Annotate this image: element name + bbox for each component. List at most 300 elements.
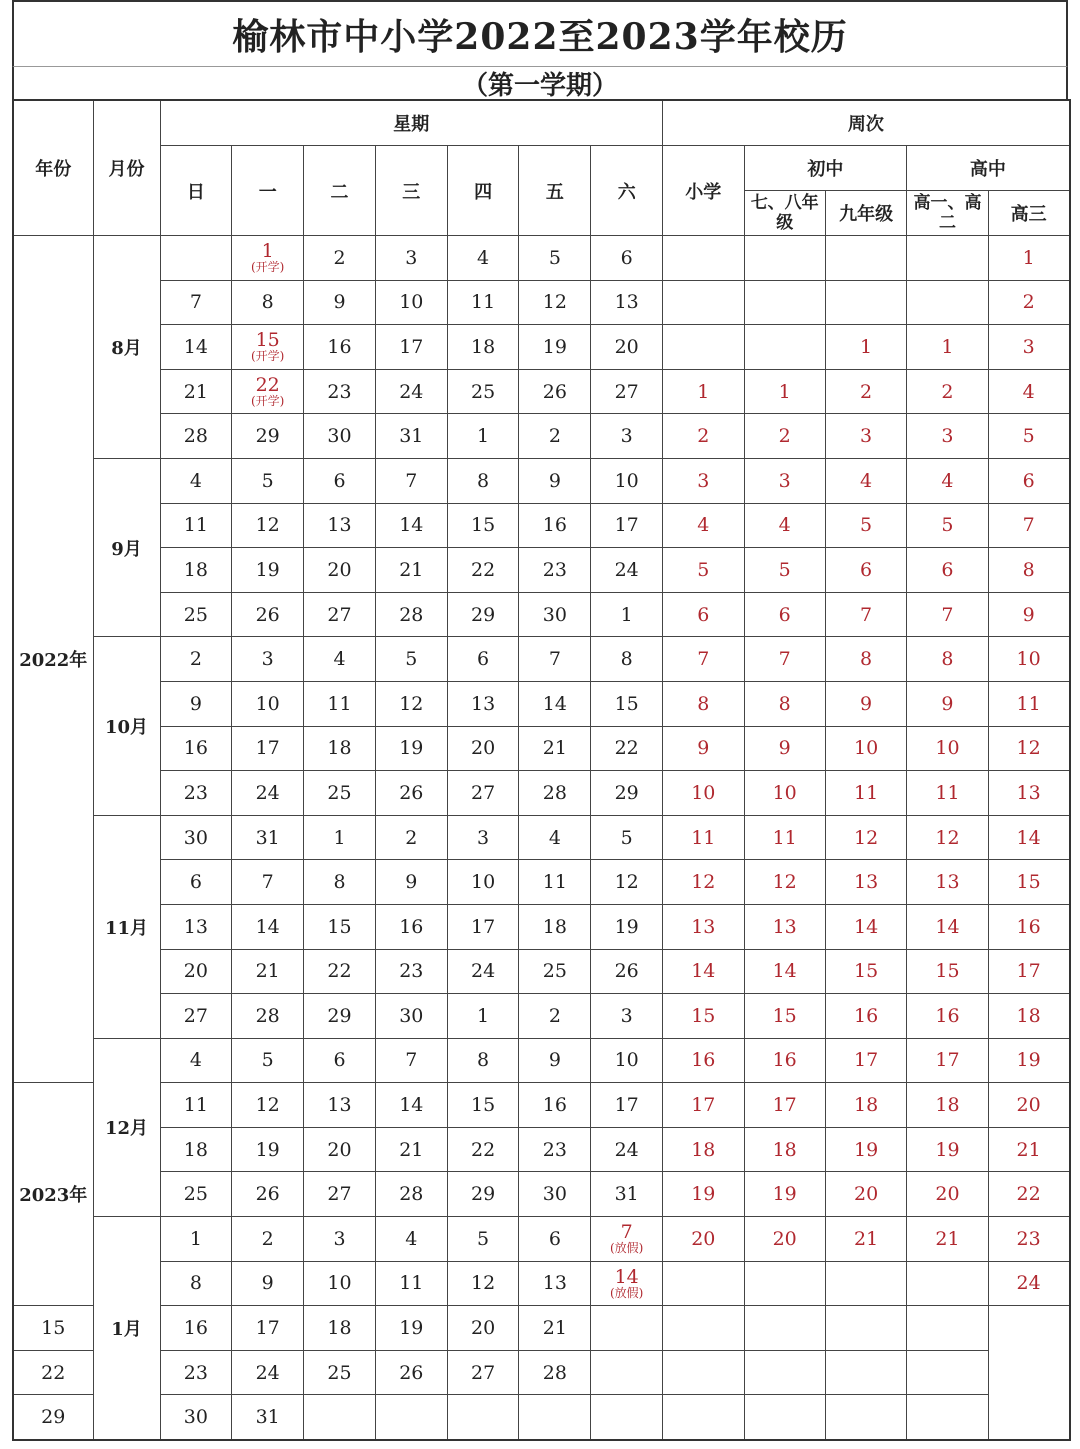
day-cell: 14 (232, 904, 304, 949)
day-cell: 13 (160, 904, 232, 949)
day-cell: 29 (591, 771, 663, 816)
day-cell: 12 (447, 1261, 519, 1306)
week-number-cell: 4 (988, 369, 1069, 414)
week-number-cell (907, 1261, 988, 1306)
week-number-cell (744, 1261, 825, 1306)
day-cell: 13 (519, 1261, 591, 1306)
day-cell: 23 (519, 548, 591, 593)
day-cell: 31 (232, 1395, 304, 1440)
day-cell: 1 (447, 994, 519, 1039)
week-number-cell: 4 (663, 503, 744, 548)
week-number-cell: 13 (825, 860, 906, 905)
day-cell: 1 (447, 414, 519, 459)
day-cell: 18 (304, 1306, 376, 1351)
day-cell: 20 (447, 1306, 519, 1351)
day-cell: 22 (591, 726, 663, 771)
day-cell: 26 (375, 771, 447, 816)
week-number-cell: 7 (907, 592, 988, 637)
day-cell: 16 (519, 1083, 591, 1128)
day-cell (519, 1395, 591, 1440)
day-cell: 28 (160, 414, 232, 459)
day-cell: 22 (13, 1350, 93, 1395)
day-cell: 24 (232, 1350, 304, 1395)
week-number-cell: 16 (744, 1038, 825, 1083)
day-cell: 1 (304, 815, 376, 860)
day-cell: 8 (447, 1038, 519, 1083)
week-number-cell (744, 1395, 825, 1440)
day-cell: 20 (447, 726, 519, 771)
day-cell: 29 (13, 1395, 93, 1440)
week-number-cell: 6 (988, 458, 1069, 503)
week-number-cell: 3 (663, 458, 744, 503)
day-cell: 13 (591, 280, 663, 325)
week-row (13, 236, 1070, 281)
week-row (13, 726, 1070, 771)
day-cell: 21 (519, 1306, 591, 1351)
day-cell: 28 (375, 1172, 447, 1217)
week-number-cell: 11 (825, 771, 906, 816)
week-number-cell: 12 (663, 860, 744, 905)
week-number-cell: 5 (825, 503, 906, 548)
day-cell: 25 (304, 1350, 376, 1395)
day-cell: 23 (160, 771, 232, 816)
day-header-tue: 二 (304, 146, 376, 236)
week-number-cell: 3 (988, 325, 1069, 370)
day-cell: 6 (160, 860, 232, 905)
week-number-cell: 6 (907, 548, 988, 593)
week-number-cell: 14 (825, 904, 906, 949)
week-number-cell: 8 (825, 637, 906, 682)
week-row (13, 1127, 1070, 1172)
week-number-cell: 5 (988, 414, 1069, 459)
day-cell: 30 (160, 815, 232, 860)
week-number-cell: 11 (663, 815, 744, 860)
week-number-cell (663, 325, 744, 370)
week-number-cell: 11 (988, 681, 1069, 726)
day-cell: 20 (304, 1127, 376, 1172)
year-cell: 2022年 (13, 236, 93, 1083)
day-cell (591, 1217, 663, 1262)
day-cell: 15 (304, 904, 376, 949)
day-cell: 7 (375, 458, 447, 503)
day-cell: 26 (232, 592, 304, 637)
week-number-cell: 14 (988, 815, 1069, 860)
day-cell: 8 (232, 280, 304, 325)
week-number-cell: 12 (825, 815, 906, 860)
day-cell: 31 (375, 414, 447, 459)
day-cell: 28 (519, 771, 591, 816)
week-row (13, 280, 1070, 325)
week-row (13, 503, 1070, 548)
day-cell: 7 (232, 860, 304, 905)
week-number-cell: 17 (744, 1083, 825, 1128)
week-number-cell (663, 1261, 744, 1306)
week-number-cell: 1 (744, 369, 825, 414)
week-number-cell: 16 (663, 1038, 744, 1083)
month-cell: 9月 (93, 458, 160, 636)
week-number-cell: 13 (663, 904, 744, 949)
week-number-cell: 17 (907, 1038, 988, 1083)
week-number-cell: 8 (663, 681, 744, 726)
week-number-cell: 8 (744, 681, 825, 726)
week-number-cell: 15 (744, 994, 825, 1039)
day-cell: 13 (304, 1083, 376, 1128)
week-number-cell (907, 1395, 988, 1440)
day-cell: 16 (519, 503, 591, 548)
week-number-cell: 18 (663, 1127, 744, 1172)
week-row (13, 1083, 1070, 1128)
school-calendar-table (12, 99, 1071, 1441)
day-cell: 19 (232, 1127, 304, 1172)
week-row (13, 637, 1070, 682)
day-cell: 29 (447, 1172, 519, 1217)
week-number-cell: 15 (988, 860, 1069, 905)
week-number-cell: 1 (663, 369, 744, 414)
week-number-cell: 14 (907, 904, 988, 949)
week-number-cell: 3 (744, 458, 825, 503)
day-cell: 9 (519, 1038, 591, 1083)
week-row (13, 904, 1070, 949)
week-number-cell (744, 280, 825, 325)
day-cell: 17 (232, 1306, 304, 1351)
day-header-fri: 五 (519, 146, 591, 236)
day-cell: 8 (447, 458, 519, 503)
day-cell: 5 (591, 815, 663, 860)
day-cell: 22 (304, 949, 376, 994)
day-cell (304, 1395, 376, 1440)
day-cell: 11 (160, 503, 232, 548)
week-number-cell: 16 (825, 994, 906, 1039)
day-cell: 29 (304, 994, 376, 1039)
calendar-body (13, 236, 1070, 1441)
week-row (13, 1306, 1070, 1351)
week-number-cell: 23 (988, 1217, 1069, 1262)
day-cell: 25 (304, 771, 376, 816)
day-cell: 18 (160, 548, 232, 593)
day-cell: 4 (160, 1038, 232, 1083)
day-header-mon: 一 (232, 146, 304, 236)
week-row (13, 1350, 1070, 1395)
day-cell: 8 (591, 637, 663, 682)
day-cell: 10 (375, 280, 447, 325)
week-number-cell: 9 (825, 681, 906, 726)
week-number-cell: 19 (825, 1127, 906, 1172)
day-cell: 4 (160, 458, 232, 503)
day-cell: 18 (447, 325, 519, 370)
day-note: (开学) (251, 394, 285, 409)
week-number-cell: 14 (744, 949, 825, 994)
day-cell: 3 (591, 414, 663, 459)
week-number-cell (744, 236, 825, 281)
day-cell: 22 (447, 548, 519, 593)
day-cell: 6 (519, 1217, 591, 1262)
week-number-cell: 17 (825, 1038, 906, 1083)
day-cell: 24 (447, 949, 519, 994)
day-cell: 24 (591, 1127, 663, 1172)
day-cell: 1 (591, 592, 663, 637)
week-number-cell: 9 (988, 592, 1069, 637)
day-cell: 19 (232, 548, 304, 593)
week-number-cell: 20 (825, 1172, 906, 1217)
day-cell: 27 (160, 994, 232, 1039)
week-number-cell: 4 (744, 503, 825, 548)
week-number-cell: 13 (988, 771, 1069, 816)
week-number-cell: 21 (825, 1217, 906, 1262)
day-cell: 15 (591, 681, 663, 726)
week-number-cell: 13 (744, 904, 825, 949)
day-cell: 3 (447, 815, 519, 860)
week-number-cell: 24 (988, 1261, 1069, 1306)
day-cell: 7 (160, 280, 232, 325)
day-cell: 28 (519, 1350, 591, 1395)
day-cell: 26 (519, 369, 591, 414)
week-number-cell (907, 1350, 988, 1395)
week-number-cell: 10 (825, 726, 906, 771)
day-cell: 24 (232, 771, 304, 816)
day-cell: 19 (375, 1306, 447, 1351)
day-cell: 12 (375, 681, 447, 726)
day-cell: 2 (375, 815, 447, 860)
week-number-cell (591, 1306, 663, 1351)
week-row (13, 1172, 1070, 1217)
day-cell: 6 (304, 458, 376, 503)
week-number-cell: 2 (744, 414, 825, 459)
week-number-cell: 22 (988, 1172, 1069, 1217)
week-number-cell: 10 (907, 726, 988, 771)
day-header-thu: 四 (447, 146, 519, 236)
weekday-group-header: 星期 (160, 100, 663, 146)
year-cell: 2023年 (13, 1083, 93, 1306)
day-cell: 16 (304, 325, 376, 370)
day-cell: 29 (447, 592, 519, 637)
day-cell: 12 (232, 503, 304, 548)
week-number-cell: 21 (988, 1127, 1069, 1172)
day-cell (232, 369, 304, 414)
day-cell: 2 (519, 994, 591, 1039)
day-cell: 6 (447, 637, 519, 682)
day-cell: 3 (304, 1217, 376, 1262)
week-number-cell: 1 (825, 325, 906, 370)
day-cell: 28 (375, 592, 447, 637)
week-number-cell (825, 1395, 906, 1440)
day-cell: 17 (591, 503, 663, 548)
week-number-cell: 17 (988, 949, 1069, 994)
day-cell: 18 (304, 726, 376, 771)
week-number-cell (825, 236, 906, 281)
junior-9-header: 九年级 (825, 191, 906, 236)
day-cell: 27 (591, 369, 663, 414)
senior-12-header: 高一、高二 (907, 191, 988, 236)
week-number-cell: 18 (744, 1127, 825, 1172)
week-number-cell: 2 (825, 369, 906, 414)
day-cell: 10 (591, 458, 663, 503)
day-cell: 15 (13, 1306, 93, 1351)
day-cell: 25 (160, 1172, 232, 1217)
week-number-cell: 10 (663, 771, 744, 816)
week-row (13, 1217, 1070, 1262)
month-cell: 12月 (93, 1038, 160, 1216)
day-cell: 2 (519, 414, 591, 459)
week-number-cell: 18 (988, 994, 1069, 1039)
week-number-cell: 7 (663, 637, 744, 682)
day-cell: 27 (304, 1172, 376, 1217)
day-cell: 21 (160, 369, 232, 414)
day-cell: 10 (591, 1038, 663, 1083)
week-number-cell (825, 280, 906, 325)
day-cell: 6 (591, 236, 663, 281)
week-number-cell: 8 (907, 637, 988, 682)
month-cell: 11月 (93, 815, 160, 1038)
day-cell: 4 (519, 815, 591, 860)
calendar-page (12, 0, 1068, 1441)
day-note: (放假) (610, 1241, 644, 1256)
day-note: (开学) (251, 260, 285, 275)
day-cell: 21 (375, 548, 447, 593)
week-number-cell: 15 (907, 949, 988, 994)
day-cell: 23 (519, 1127, 591, 1172)
week-number-cell: 4 (907, 458, 988, 503)
week-number-cell: 20 (663, 1217, 744, 1262)
week-number-cell: 12 (907, 815, 988, 860)
day-cell: 16 (160, 1306, 232, 1351)
day-cell (232, 236, 304, 281)
day-cell: 11 (304, 681, 376, 726)
day-cell (160, 236, 232, 281)
week-number-cell: 14 (663, 949, 744, 994)
day-cell: 5 (447, 1217, 519, 1262)
week-row (13, 1038, 1070, 1083)
day-cell: 20 (160, 949, 232, 994)
senior-header: 高中 (907, 146, 1070, 191)
day-cell (591, 1261, 663, 1306)
day-cell: 19 (591, 904, 663, 949)
day-cell: 13 (304, 503, 376, 548)
day-number: 22 (255, 374, 280, 397)
week-number-cell: 9 (907, 681, 988, 726)
day-cell: 5 (519, 236, 591, 281)
week-number-cell: 9 (744, 726, 825, 771)
week-number-cell: 12 (744, 860, 825, 905)
day-cell: 23 (160, 1350, 232, 1395)
day-cell: 3 (591, 994, 663, 1039)
year-header: 年份 (13, 100, 93, 236)
week-number-cell: 16 (907, 994, 988, 1039)
day-number: 15 (255, 329, 280, 352)
day-cell: 26 (375, 1350, 447, 1395)
day-cell: 26 (232, 1172, 304, 1217)
primary-header: 小学 (663, 146, 744, 236)
month-header: 月份 (93, 100, 160, 236)
day-cell: 17 (232, 726, 304, 771)
day-cell: 4 (375, 1217, 447, 1262)
week-row (13, 949, 1070, 994)
week-number-cell: 5 (907, 503, 988, 548)
week-number-cell (591, 1350, 663, 1395)
day-cell: 4 (304, 637, 376, 682)
week-number-cell: 3 (825, 414, 906, 459)
day-cell: 20 (591, 325, 663, 370)
day-cell: 9 (375, 860, 447, 905)
week-number-cell (663, 236, 744, 281)
day-cell: 27 (447, 1350, 519, 1395)
day-note: (放假) (610, 1285, 644, 1300)
day-cell: 2 (304, 236, 376, 281)
page-title: 榆林市中小学2022至2023学年校历 (12, 0, 1068, 67)
week-number-cell: 2 (907, 369, 988, 414)
page-subtitle: （第一学期） (12, 67, 1068, 99)
week-number-cell: 16 (988, 904, 1069, 949)
week-number-cell (825, 1261, 906, 1306)
day-cell: 13 (447, 681, 519, 726)
day-cell: 10 (447, 860, 519, 905)
week-number-cell: 5 (744, 548, 825, 593)
week-number-cell: 19 (988, 1038, 1069, 1083)
week-number-cell (907, 1306, 988, 1351)
week-number-cell: 5 (663, 548, 744, 593)
week-number-cell: 11 (907, 771, 988, 816)
week-number-cell: 1 (907, 325, 988, 370)
day-cell (232, 325, 304, 370)
week-number-cell (907, 236, 988, 281)
week-number-cell: 10 (988, 637, 1069, 682)
junior-header: 初中 (744, 146, 907, 191)
week-number-cell (825, 1306, 906, 1351)
week-number-cell: 1 (988, 236, 1069, 281)
day-cell: 3 (375, 236, 447, 281)
day-header-sat: 六 (591, 146, 663, 236)
day-cell: 22 (447, 1127, 519, 1172)
week-number-cell (744, 325, 825, 370)
day-cell: 30 (160, 1395, 232, 1440)
day-note: (开学) (251, 349, 285, 364)
day-cell: 28 (232, 994, 304, 1039)
week-row (13, 1395, 1070, 1440)
week-number-cell: 4 (825, 458, 906, 503)
week-number-cell (591, 1395, 663, 1440)
week-number-cell (744, 1306, 825, 1351)
week-row (13, 548, 1070, 593)
day-cell: 9 (519, 458, 591, 503)
day-cell: 9 (160, 681, 232, 726)
week-number-cell (663, 1306, 744, 1351)
week-number-cell: 8 (988, 548, 1069, 593)
day-cell: 27 (304, 592, 376, 637)
week-number-cell: 2 (663, 414, 744, 459)
day-cell: 30 (375, 994, 447, 1039)
day-cell: 4 (447, 236, 519, 281)
week-number-cell: 19 (663, 1172, 744, 1217)
day-cell: 31 (591, 1172, 663, 1217)
week-number-cell: 18 (907, 1083, 988, 1128)
day-cell: 17 (375, 325, 447, 370)
day-cell: 14 (519, 681, 591, 726)
day-cell: 21 (375, 1127, 447, 1172)
week-number-cell: 6 (744, 592, 825, 637)
day-cell: 21 (519, 726, 591, 771)
week-row (13, 860, 1070, 905)
day-cell (375, 1395, 447, 1440)
week-number-cell: 20 (907, 1172, 988, 1217)
week-number-cell: 13 (907, 860, 988, 905)
day-cell: 27 (447, 771, 519, 816)
day-cell: 25 (519, 949, 591, 994)
day-cell: 29 (232, 414, 304, 459)
week-group-header: 周次 (663, 100, 1070, 146)
week-number-cell (744, 1350, 825, 1395)
day-cell: 18 (160, 1127, 232, 1172)
week-number-cell: 15 (825, 949, 906, 994)
day-cell: 5 (232, 1038, 304, 1083)
